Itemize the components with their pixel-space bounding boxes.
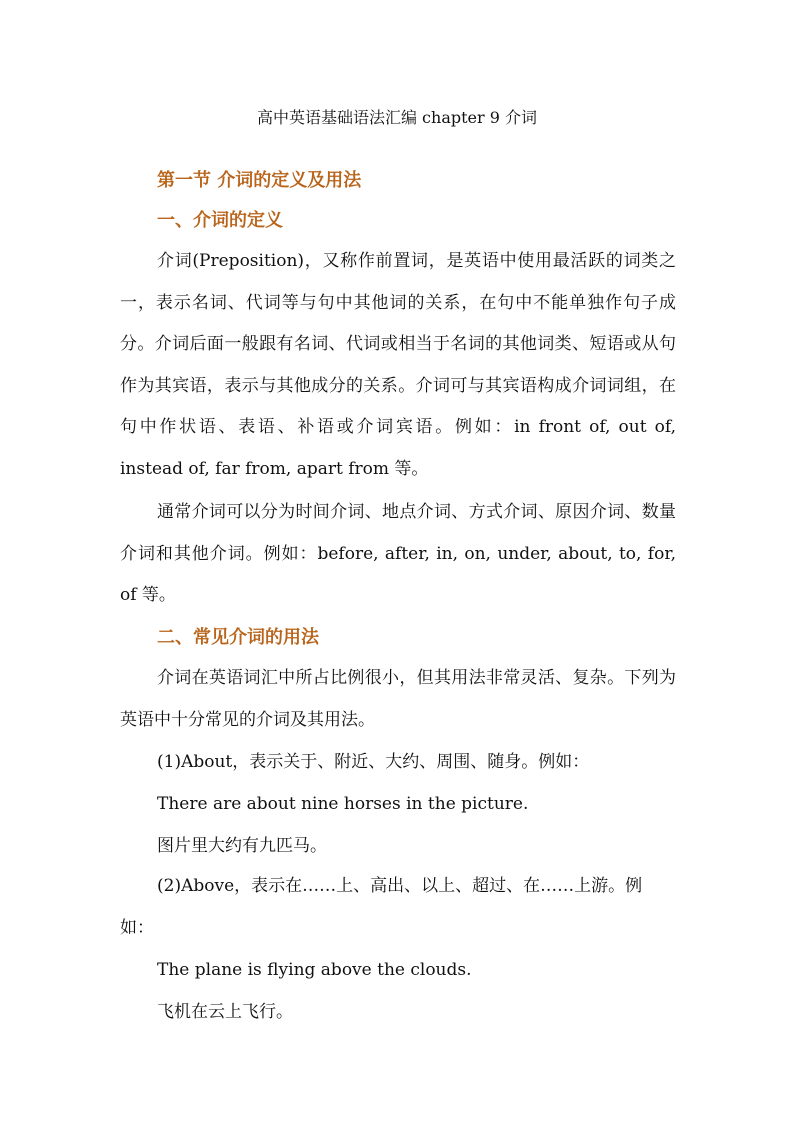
paragraph-definition: 介词(Preposition)，又称作前置词，是英语中使用最活跃的词类之一，表示名词、代词等与句中其他词的关系，在句中不能单独作句子成分。介词后面一般跟有名词、代词或相当于名词的其他词类、短语或从句作为其宾语，表示与其他成分的关系。介词可与其宾语构成介词词组，在句中作状语、表语、补语或介词宾语。例如：in front of, out of, instead of, far from, apart from 等。 [120,251,676,479]
example-about-chinese: 图片里大约有九匹马。 [157,836,327,856]
item-about: (1)About，表示关于、附近、大约、周围、随身。例如： [157,752,590,772]
item-above: (2)Above，表示在……上、高出、以上、超过、在……上游。例如： [120,876,643,938]
document-title: 高中英语基础语法汇编 chapter 9 介词 [256,108,538,127]
paragraph-usage-intro: 介词在英语词汇中所占比例很小，但其用法非常灵活、复杂。下列为英语中十分常见的介词及其用法。 [120,668,676,730]
subsection-heading-definition: 一、介词的定义 [157,210,283,231]
paragraph-classification: 通常介词可以分为时间介词、地点介词、方式介词、原因介词、数量介词和其他介词。例如：before, after, in, on, under, about, to, for, of 等。 [120,502,676,606]
subsection-heading-usage: 二、常见介词的用法 [157,627,319,648]
section-heading: 第一节 介词的定义及用法 [157,170,362,191]
example-about-english: There are about nine horses in the picture. [157,794,529,814]
example-above-english: The plane is flying above the clouds. [157,960,472,980]
example-above-chinese: 飞机在云上飞行。 [157,1002,293,1022]
